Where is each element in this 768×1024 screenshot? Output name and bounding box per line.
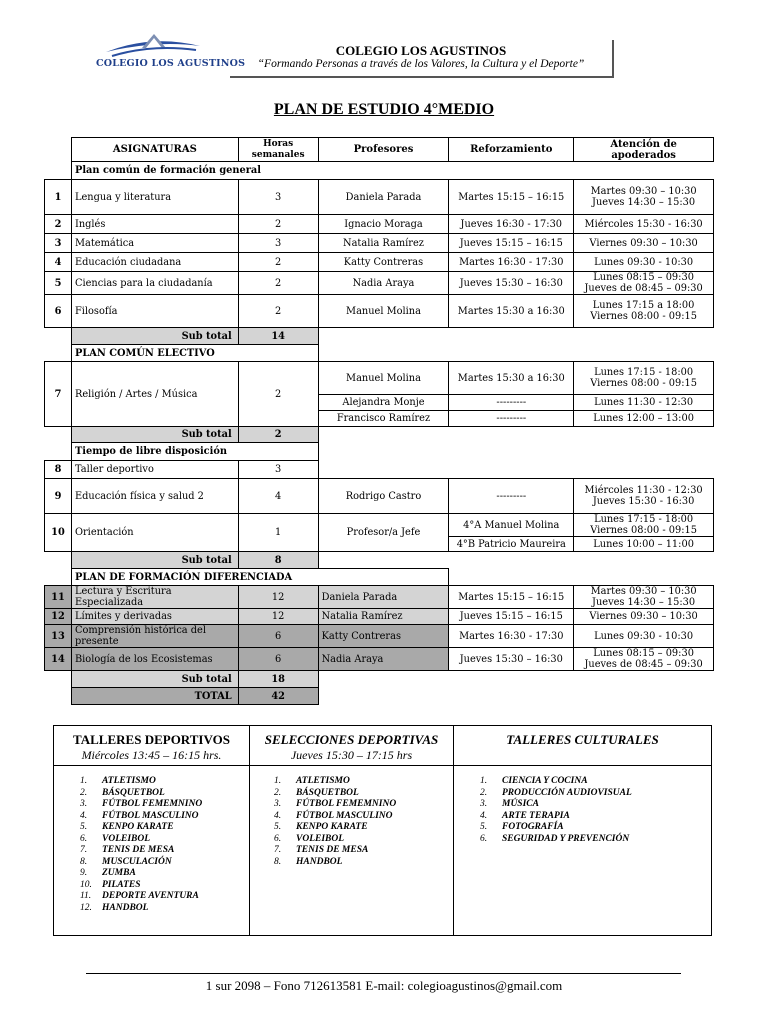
row-number: 11 xyxy=(45,586,72,609)
attention-cell xyxy=(574,479,714,514)
subtotal-row xyxy=(45,671,714,688)
workshop-sports-schedule: Miércoles 13:45 – 16:15 hrs. xyxy=(81,748,222,762)
list-item-number: 11. xyxy=(80,891,92,901)
reinforcement-cell: Jueves 16:30 - 17:30 xyxy=(449,215,574,234)
footer-divider xyxy=(86,973,681,974)
reinforcement-cell: Martes 15:30 a 16:30 xyxy=(449,362,574,395)
row-number: 9 xyxy=(45,479,72,514)
list-item xyxy=(480,776,711,788)
list-item xyxy=(80,822,249,834)
list-item xyxy=(480,822,711,834)
attention-line: Jueves 15:30 - 16:30 xyxy=(592,496,695,507)
attention-cell xyxy=(574,180,714,215)
workshop-culture-list xyxy=(480,776,711,845)
table-row xyxy=(45,461,714,479)
workshop-sports-list-cell xyxy=(54,766,250,936)
table-row xyxy=(45,295,714,328)
list-item-label: BÁSQUETBOL xyxy=(296,787,359,798)
total-value: 42 xyxy=(238,688,318,705)
row-number: 8 xyxy=(45,461,72,479)
subtotal-value: 14 xyxy=(238,328,318,345)
row-number: 13 xyxy=(45,625,72,648)
list-item-number: 4. xyxy=(480,810,488,821)
hours-cell: 3 xyxy=(238,461,318,479)
subject-cell: Ciencias para la ciudadanía xyxy=(71,272,238,295)
list-item-label: CIENCIA Y COCINA xyxy=(502,776,588,786)
list-item xyxy=(480,811,711,823)
teacher-cell: Alejandra Monje xyxy=(318,395,449,411)
workshop-sports-header xyxy=(54,726,250,766)
row-number: 1 xyxy=(45,180,72,215)
list-item-label: HANDBOL xyxy=(296,856,343,867)
hours-cell: 2 xyxy=(238,272,318,295)
teacher-cell: Nadia Araya xyxy=(318,648,449,671)
list-item xyxy=(480,788,711,800)
table-row xyxy=(45,362,714,395)
table-row xyxy=(45,609,714,625)
table-row xyxy=(45,253,714,272)
hours-cell: 2 xyxy=(238,253,318,272)
list-item-label: MÚSICA xyxy=(502,799,539,809)
page-title: PLAN DE ESTUDIO 4°MEDIO xyxy=(273,101,495,118)
list-item-number: 1. xyxy=(274,776,282,786)
reinforcement-cell: Jueves 15:30 – 16:30 xyxy=(449,648,574,671)
attention-cell: Lunes 09:30 - 10:30 xyxy=(574,625,714,648)
table-row xyxy=(45,586,714,609)
hours-cell: 2 xyxy=(238,362,318,427)
reinforcement-cell: Martes 15:15 – 16:15 xyxy=(449,586,574,609)
subject-cell: Inglés xyxy=(71,215,238,234)
hours-cell: 6 xyxy=(238,648,318,671)
logo-text: COLEGIO LOS AGUSTINOS xyxy=(96,58,246,69)
list-item-label: TENIS DE MESA xyxy=(102,845,175,855)
list-item xyxy=(80,834,249,846)
workshop-sports-title: TALLERES DEPORTIVOS xyxy=(73,732,230,747)
list-item-label: DEPORTE AVENTURA xyxy=(102,891,199,901)
workshop-teams-list-cell xyxy=(250,766,454,936)
subject-cell: Filosofía xyxy=(71,295,238,328)
workshops-grid xyxy=(53,725,712,936)
table-row xyxy=(45,514,714,537)
list-item-label: KENPO KARATE xyxy=(296,822,368,832)
section-row xyxy=(45,162,714,180)
workshop-culture-list-cell xyxy=(454,766,712,936)
workshop-teams-title: SELECCIONES DEPORTIVAS xyxy=(264,732,439,747)
attention-line: Jueves de 08:45 – 09:30 xyxy=(584,283,703,294)
list-item-number: 7. xyxy=(274,845,282,855)
list-item-label: BÁSQUETBOL xyxy=(102,787,165,798)
list-item-label: TENIS DE MESA xyxy=(296,845,369,855)
list-item-number: 4. xyxy=(80,810,88,821)
row-number: 14 xyxy=(45,648,72,671)
attention-line: Jueves 14:30 – 15:30 xyxy=(592,597,696,608)
subtotal-value: 18 xyxy=(238,671,318,688)
teacher-cell: Manuel Molina xyxy=(318,362,449,395)
header-parents: Atención de apoderados xyxy=(574,138,714,162)
subject-cell: Matemática xyxy=(71,234,238,253)
list-item-label: FÚTBOL FEMEMNINO xyxy=(296,799,397,809)
list-item-label: MUSCULACIÓN xyxy=(102,856,172,867)
workshop-teams-list xyxy=(274,776,453,868)
attention-cell: Lunes 10:00 – 11:00 xyxy=(574,537,714,552)
subtotal-row xyxy=(45,328,714,345)
row-number: 12 xyxy=(45,609,72,625)
subject-cell: Religión / Artes / Música xyxy=(71,362,238,427)
list-item xyxy=(480,834,711,846)
list-item-number: 1. xyxy=(480,776,488,786)
attention-line: Lunes 17:15 a 18:00 xyxy=(592,300,695,311)
subtotal-label: Sub total xyxy=(71,328,238,345)
section-title: Plan común de formación general xyxy=(71,162,318,180)
list-item-label: FÚTBOL MASCULINO xyxy=(102,810,199,821)
row-number: 2 xyxy=(45,215,72,234)
list-item xyxy=(80,880,249,892)
list-item xyxy=(80,903,249,915)
list-item xyxy=(274,834,453,846)
list-item xyxy=(274,788,453,800)
table-row xyxy=(45,479,714,514)
header-subjects: ASIGNATURAS xyxy=(71,138,238,162)
reinforcement-cell: --------- xyxy=(449,395,574,411)
total-row xyxy=(45,688,714,705)
list-item-number: 5. xyxy=(480,822,488,832)
list-item-label: SEGURIDAD Y PREVENCIÓN xyxy=(502,833,630,844)
attention-line: Martes 09:30 – 10:30 xyxy=(590,586,697,597)
list-item-number: 10. xyxy=(80,879,92,890)
attention-cell xyxy=(574,586,714,609)
list-item-number: 3. xyxy=(274,799,282,809)
school-motto: “Formando Personas a través de los Valores, la Cultura y el Deporte” xyxy=(257,58,585,70)
list-item xyxy=(274,857,453,869)
attention-cell: Viernes 09:30 – 10:30 xyxy=(574,609,714,625)
attention-line: Martes 09:30 – 10:30 xyxy=(590,186,697,197)
subtotal-label: Sub total xyxy=(71,671,238,688)
list-item-label: FOTOGRAFÍA xyxy=(502,822,564,832)
subtotal-row xyxy=(45,427,714,443)
subtotal-label: Sub total xyxy=(71,427,238,443)
subject-cell: Taller deportivo xyxy=(71,461,238,479)
list-item-number: 12. xyxy=(80,902,92,913)
attention-cell xyxy=(574,362,714,395)
list-item-label: KENPO KARATE xyxy=(102,822,174,832)
subject-cell: Lectura y Escritura Especializada xyxy=(71,586,238,609)
section-row xyxy=(45,443,714,461)
reinforcement-cell: Jueves 15:15 – 16:15 xyxy=(449,609,574,625)
attention-cell: Lunes 12:00 – 13:00 xyxy=(574,411,714,427)
workshops-table xyxy=(53,725,711,936)
subject-cell: Educación física y salud 2 xyxy=(71,479,238,514)
list-item-label: FÚTBOL MASCULINO xyxy=(296,810,393,821)
header-hours: Horas semanales xyxy=(238,138,318,162)
study-plan-grid xyxy=(44,137,714,705)
list-item xyxy=(274,822,453,834)
teacher-cell: Profesor/a Jefe xyxy=(318,514,449,552)
table-row xyxy=(45,625,714,648)
subject-cell: Educación ciudadana xyxy=(71,253,238,272)
total-label: TOTAL xyxy=(71,688,238,705)
subject-cell: Comprensión histórica del presente xyxy=(71,625,238,648)
list-item-label: PILATES xyxy=(102,879,141,890)
row-number: 3 xyxy=(45,234,72,253)
table-row xyxy=(45,272,714,295)
subject-cell: Límites y derivadas xyxy=(71,609,238,625)
list-item-number: 5. xyxy=(274,822,282,832)
list-item-label: VOLEIBOL xyxy=(296,833,345,844)
reinforcement-cell: --------- xyxy=(449,479,574,514)
subtotal-value: 2 xyxy=(238,427,318,443)
hours-cell: 2 xyxy=(238,215,318,234)
section-row xyxy=(45,569,714,586)
list-item-label: ZUMBA xyxy=(102,868,136,878)
list-item xyxy=(274,776,453,788)
list-item-number: 6. xyxy=(80,833,88,844)
attention-line: Lunes 08:15 – 09:30 xyxy=(593,648,694,659)
subtotal-row xyxy=(45,552,714,569)
teacher-cell: Daniela Parada xyxy=(318,180,449,215)
attention-line: Lunes 17:15 - 18:00 xyxy=(594,514,694,525)
attention-line: Viernes 08:00 - 09:15 xyxy=(590,311,697,322)
reinforcement-cell: 4°A Manuel Molina xyxy=(449,514,574,537)
header-reinforcement: Reforzamiento xyxy=(449,138,574,162)
list-item-label: VOLEIBOL xyxy=(102,833,151,844)
teacher-cell: Francisco Ramírez xyxy=(318,411,449,427)
subject-cell: Orientación xyxy=(71,514,238,552)
list-item xyxy=(80,811,249,823)
workshop-teams-header xyxy=(250,726,454,766)
school-logo xyxy=(96,30,208,78)
hours-cell: 12 xyxy=(238,586,318,609)
list-item-label: ATLETISMO xyxy=(102,776,156,786)
list-item-label: FÚTBOL FEMEMNINO xyxy=(102,799,203,809)
list-item-number: 6. xyxy=(480,833,488,844)
reinforcement-cell: 4°B Patricio Maureira xyxy=(449,537,574,552)
list-item-number: 8. xyxy=(80,856,88,867)
reinforcement-cell: Martes 15:30 a 16:30 xyxy=(449,295,574,328)
list-item xyxy=(80,868,249,880)
teacher-cell: Ignacio Moraga xyxy=(318,215,449,234)
reinforcement-cell: Martes 15:15 – 16:15 xyxy=(449,180,574,215)
list-item-number: 1. xyxy=(80,776,88,786)
attention-line: Lunes 17:15 - 18:00 xyxy=(594,367,694,378)
row-number: 7 xyxy=(45,362,72,427)
attention-cell xyxy=(574,648,714,671)
list-item xyxy=(80,891,249,903)
attention-cell: Lunes 11:30 - 12:30 xyxy=(574,395,714,411)
workshop-sports-list xyxy=(80,776,249,914)
list-item-number: 2. xyxy=(480,787,488,798)
hours-cell: 3 xyxy=(238,180,318,215)
subtotal-value: 8 xyxy=(238,552,318,569)
list-item xyxy=(80,788,249,800)
list-item xyxy=(80,799,249,811)
hours-cell: 12 xyxy=(238,609,318,625)
attention-line: Lunes 08:15 – 09:30 xyxy=(593,272,694,283)
attention-cell: Lunes 09:30 - 10:30 xyxy=(574,253,714,272)
list-item-number: 2. xyxy=(80,787,88,798)
table-row xyxy=(45,234,714,253)
list-item-number: 2. xyxy=(274,787,282,798)
attention-line: Jueves de 08:45 – 09:30 xyxy=(584,659,703,670)
attention-cell xyxy=(574,272,714,295)
header-teachers: Profesores xyxy=(318,138,449,162)
workshop-culture-header xyxy=(454,726,712,766)
workshop-culture-title: TALLERES CULTURALES xyxy=(506,732,659,747)
attention-cell: Viernes 09:30 – 10:30 xyxy=(574,234,714,253)
hours-cell: 6 xyxy=(238,625,318,648)
row-number: 6 xyxy=(45,295,72,328)
list-item xyxy=(80,776,249,788)
list-item xyxy=(274,845,453,857)
school-name: COLEGIO LOS AGUSTINOS xyxy=(335,43,507,58)
attention-cell xyxy=(574,514,714,537)
workshops-list-row xyxy=(54,766,712,936)
footer-contact: 1 sur 2098 – Fono 712613581 E-mail: colegioagustinos@gmail.com xyxy=(205,978,563,993)
list-item-number: 3. xyxy=(480,799,488,809)
section-title: Tiempo de libre disposición xyxy=(71,443,318,461)
workshops-header-row xyxy=(54,726,712,766)
teacher-cell: Daniela Parada xyxy=(318,586,449,609)
list-item-number: 4. xyxy=(274,810,282,821)
attention-cell: Miércoles 15:30 - 16:30 xyxy=(574,215,714,234)
row-number: 10 xyxy=(45,514,72,552)
list-item-label: ATLETISMO xyxy=(296,776,350,786)
teacher-cell: Natalia Ramírez xyxy=(318,609,449,625)
table-row xyxy=(45,180,714,215)
table-header-row xyxy=(45,138,714,162)
list-item xyxy=(274,799,453,811)
teacher-cell: Manuel Molina xyxy=(318,295,449,328)
list-item-label: PRODUCCIÓN AUDIOVISUAL xyxy=(502,787,632,798)
attention-line: Jueves 14:30 – 15:30 xyxy=(592,197,696,208)
list-item-number: 9. xyxy=(80,868,88,878)
row-number: 5 xyxy=(45,272,72,295)
teacher-cell: Natalia Ramírez xyxy=(318,234,449,253)
reinforcement-cell: Martes 16:30 - 17:30 xyxy=(449,625,574,648)
attention-line: Miércoles 11:30 - 12:30 xyxy=(584,485,703,496)
teacher-cell: Katty Contreras xyxy=(318,253,449,272)
teacher-cell: Nadia Araya xyxy=(318,272,449,295)
list-item xyxy=(480,799,711,811)
reinforcement-cell: Jueves 15:15 – 16:15 xyxy=(449,234,574,253)
hours-cell: 2 xyxy=(238,295,318,328)
list-item xyxy=(80,857,249,869)
section-title: PLAN COMÚN ELECTIVO xyxy=(71,345,318,362)
reinforcement-cell: Jueves 15:30 – 16:30 xyxy=(449,272,574,295)
hours-cell: 4 xyxy=(238,479,318,514)
list-item-number: 7. xyxy=(80,845,88,855)
subtotal-label: Sub total xyxy=(71,552,238,569)
reinforcement-cell: --------- xyxy=(449,411,574,427)
logo-emblem-icon xyxy=(96,30,208,60)
attention-cell xyxy=(574,295,714,328)
list-item-label: ARTE TERAPIA xyxy=(502,810,570,821)
list-item-number: 6. xyxy=(274,833,282,844)
section-title: PLAN DE FORMACIÓN DIFERENCIADA xyxy=(71,569,448,586)
attention-line: Viernes 08:00 - 09:15 xyxy=(590,525,697,536)
reinforcement-cell: Martes 16:30 - 17:30 xyxy=(449,253,574,272)
table-row xyxy=(45,648,714,671)
hours-cell: 3 xyxy=(238,234,318,253)
list-item-number: 5. xyxy=(80,822,88,832)
hours-cell: 1 xyxy=(238,514,318,552)
attention-line: Viernes 08:00 - 09:15 xyxy=(590,378,697,389)
list-item-number: 3. xyxy=(80,799,88,809)
table-row xyxy=(45,215,714,234)
list-item-number: 8. xyxy=(274,856,282,867)
list-item-label: HANDBOL xyxy=(102,902,149,913)
workshop-teams-schedule: Jueves 15:30 – 17:15 hrs xyxy=(290,748,413,762)
study-plan-table xyxy=(44,137,714,705)
subject-cell: Lengua y literatura xyxy=(71,180,238,215)
teacher-cell: Katty Contreras xyxy=(318,625,449,648)
list-item xyxy=(80,845,249,857)
list-item xyxy=(274,811,453,823)
subject-cell: Biología de los Ecosistemas xyxy=(71,648,238,671)
row-number: 4 xyxy=(45,253,72,272)
section-row xyxy=(45,345,714,362)
teacher-cell: Rodrigo Castro xyxy=(318,479,449,514)
